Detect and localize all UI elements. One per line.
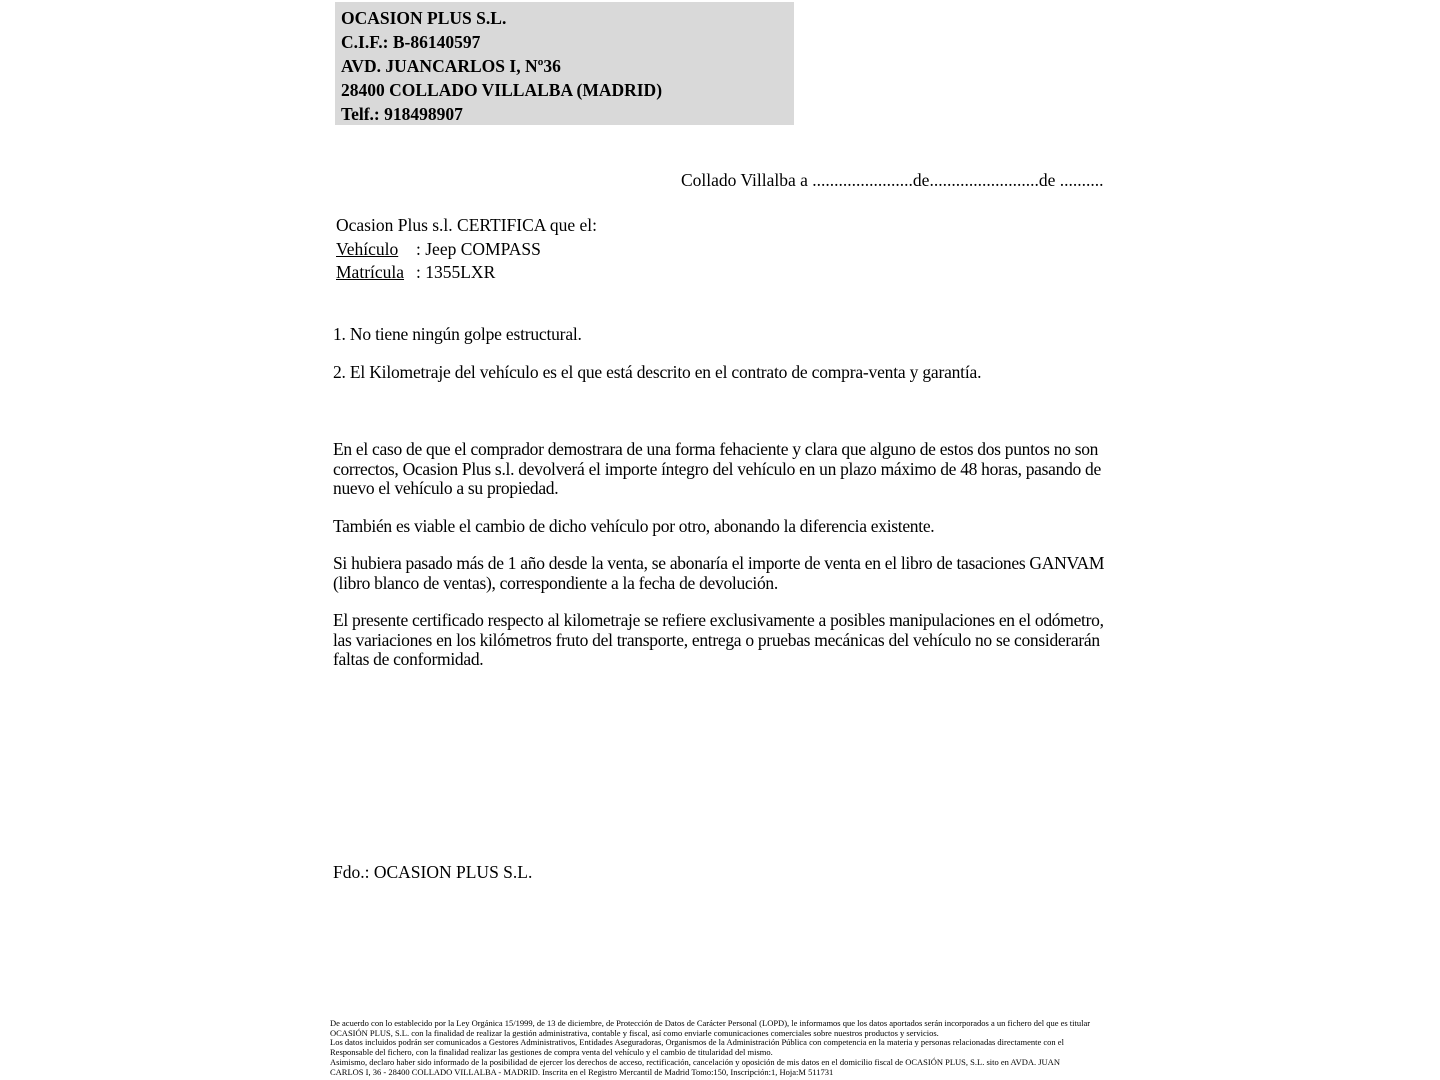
vehicle-label: Vehículo	[336, 238, 399, 259]
certify-intro: Ocasion Plus s.l. CERTIFICA que el:	[336, 215, 597, 235]
legal-line-3: Los datos incluidos podrán ser comunicados a Gestores Administrativos, Entidades Aseguradoras, Organismos de la Administración Pública con competencia en la materia y personas relacionadas directamente con el	[330, 1037, 1064, 1048]
legal-line-2: OCASIÓN PLUS, S.L. con la finalidad de realizar la gestión administrativa, contable y fiscal, así como enviarle comunicaciones comerciales sobre nuestros productos y servicios.	[330, 1027, 939, 1038]
point-item-2: 2. El Kilometraje del vehículo es el que está descrito en el contrato de compra-venta y garantía.	[333, 362, 982, 382]
paragraph-ganvam: Si hubiera pasado más de 1 año desde la venta, se abonaría el importe de venta en el libro de tasaciones GANVAM (libro blanco de ventas), correspondiente a la fecha de devolución.	[333, 553, 1105, 593]
letterhead	[335, 2, 794, 125]
legal-line-6: CARLOS I, 36 - 28400 COLLADO VILLALBA - MADRID. Inscrita en el Registro Mercantil de Madrid Tomo:150, Inscripción:1, Hoja:M 511731	[330, 1066, 834, 1077]
points-list	[333, 325, 981, 401]
company-address: AVD. JUANCARLOS I, Nº36	[341, 56, 561, 76]
vehicle-row	[336, 238, 597, 262]
legal-line-4: Responsable del fichero, con la finalidad realizar las gestiones de compra venta del vehículo y el cambio de titularidad del mismo.	[330, 1047, 773, 1058]
company-name: OCASION PLUS S.L.	[341, 8, 507, 28]
paragraph-odometer: El presente certificado respecto al kilometraje se refiere exclusivamente a posibles manipulaciones en el odómetro, las variaciones en los kilómetros fruto del transporte, entrega o pruebas mecánicas del vehículo no se considerarán faltas de conformidad.	[333, 610, 1104, 669]
company-cif: C.I.F.: B-86140597	[341, 32, 481, 52]
company-phone: Telf.: 918498907	[341, 104, 463, 124]
body-paragraphs	[333, 440, 1108, 688]
plate-label: Matrícula	[336, 262, 405, 282]
date-line: Collado Villalba a .......................de.........................de ..........	[681, 170, 1104, 190]
vehicle-value: : Jeep COMPASS	[416, 238, 541, 259]
paragraph-exchange: También es viable el cambio de dicho vehículo por otro, abonando la diferencia existente.	[333, 515, 935, 536]
plate-value: : 1355LXR	[416, 262, 496, 282]
legal-line-1: De acuerdo con lo establecido por la Ley Orgánica 15/1999, de 13 de diciembre, de Protección de Datos de Carácter Personal (LOPD), le informamos que los datos aportados serán incorporados a un fichero del que es titular	[330, 1018, 1091, 1028]
legal-line-5: Asimismo, declaro haber sido informado de la posibilidad de ejercer los derechos de acceso, rectificación, cancelación y oposición de mis datos en el domicilio fiscal de OCASIÓN PLUS, S.L. sito en AVDA. JUAN	[330, 1056, 1060, 1067]
certification-block	[336, 214, 597, 285]
plate-row	[336, 261, 597, 285]
company-city: 28400 COLLADO VILLALBA (MADRID)	[341, 80, 663, 100]
point-item-1: 1. No tiene ningún golpe estructural.	[333, 324, 582, 344]
legal-fineprint	[330, 1019, 1090, 1077]
paragraph-refund: En el caso de que el comprador demostrara de una forma fehaciente y clara que alguno de estos dos puntos no son correctos, Ocasion Plus s.l. devolverá el importe íntegro del vehículo en un plazo máximo de 48 horas, pasando de nuevo el vehículo a su propiedad.	[333, 439, 1101, 498]
signature-line: Fdo.: OCASION PLUS S.L.	[333, 862, 533, 882]
